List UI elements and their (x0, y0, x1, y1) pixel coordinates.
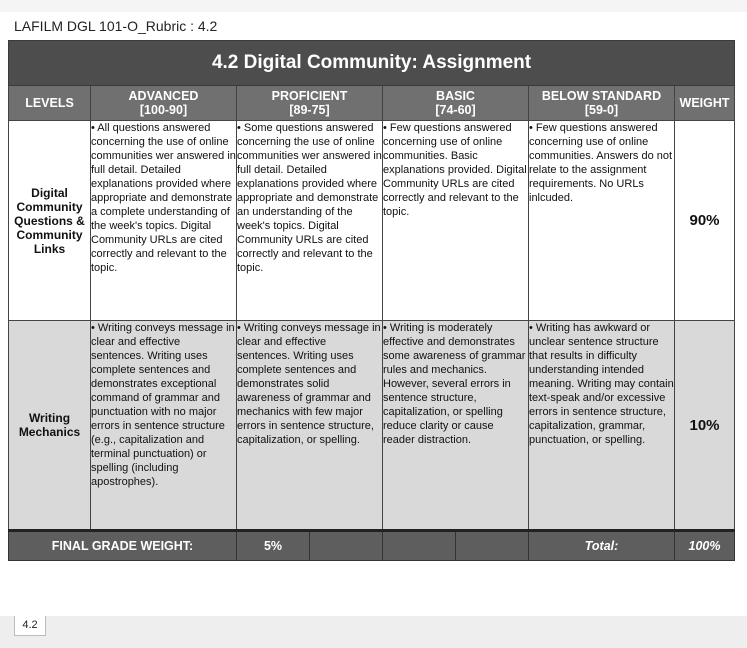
sheet-tab-bar (0, 616, 747, 648)
final-grade-label: FINAL GRADE WEIGHT: (9, 531, 237, 561)
weight-value: 10% (675, 321, 735, 531)
below-standard-description: • Few questions answered concerning use of online communities. Answers do not relate to the assignment requirements. No URLs inlcuded. (529, 121, 675, 321)
table-row (9, 321, 735, 531)
weight-value: 90% (675, 121, 735, 321)
total-value: 100% (675, 531, 735, 561)
basic-range: [74-60] (435, 103, 476, 117)
document-title: LAFILM DGL 101-O_Rubric : 4.2 (14, 18, 218, 34)
footer-empty-cell (310, 531, 383, 561)
footer-empty-cell (383, 531, 456, 561)
criterion-cell: Writing Mechanics (9, 321, 91, 531)
table-row (9, 121, 735, 321)
basic-description: • Writing is moderately effective and demonstrates some awareness of grammar rules and mechanics. However, several errors in sentence structure, capitalization, or spelling reduce clarity or cause reader distraction. (383, 321, 529, 531)
final-grade-value: 5% (237, 531, 310, 561)
total-label: Total: (529, 531, 675, 561)
criterion-cell: Digital Community Questions & Community Links (9, 121, 91, 321)
weight-label: WEIGHT (679, 96, 730, 110)
proficient-label: PROFICIENT (271, 89, 348, 103)
below-label: BELOW STANDARD (541, 89, 662, 103)
proficient-description: • Some questions answered concerning the use of online communities wer answered in full detail. Detailed explanations provided where appropriate and demonstrate an understanding of the week's topics. Digital Community URLs are cited correctly and relevant to the topic. (237, 121, 383, 321)
advanced-description: • All questions answered concerning the use of online communities wer answered in full detail. Detailed explanations provided where appropriate and demonstrate a complete understanding of the week's topics. Digital Community URLs are cited correctly and relevant to the topic. (91, 121, 237, 321)
basic-description: • Few questions answered concerning use of online communities. Basic explanations provided. Digital Community URLs are cited correctly and relevant to the topic. (383, 121, 529, 321)
rubric-heading: 4.2 Digital Community: Assignment (9, 41, 735, 86)
advanced-description: • Writing conveys message in clear and effective sentences. Writing uses complete sentences and demonstrates exceptional command of grammar and punctuation with no major errors in sentence structure (e.g., capitalization and terminal punctuation) or spelling (including apostrophes). (91, 321, 237, 531)
footer-empty-cell (456, 531, 529, 561)
top-strip (0, 0, 747, 12)
column-header-proficient (237, 86, 383, 121)
advanced-label: ADVANCED (128, 89, 199, 103)
column-header-levels (9, 86, 91, 121)
levels-label: LEVELS (25, 96, 74, 110)
column-header-advanced (91, 86, 237, 121)
column-header-below-standard (529, 86, 675, 121)
rubric-table (8, 40, 735, 561)
final-grade-row (9, 531, 735, 561)
column-header-basic (383, 86, 529, 121)
advanced-range: [100-90] (139, 103, 188, 117)
proficient-description: • Writing conveys message in clear and effective sentences. Writing uses complete sentences and demonstrates solid awareness of grammar and mechanics with few major errors in sentence structure, capitalization, or spelling. (237, 321, 383, 531)
below-standard-description: • Writing has awkward or unclear sentence structure that results in difficulty understanding intended meaning. Writing may contain text-speak and/or excessive errors in sentence structure, capitalization, grammar, punctuation, or spelling. (529, 321, 675, 531)
proficient-range: [89-75] (289, 103, 330, 117)
basic-label: BASIC (436, 89, 475, 103)
column-header-weight (675, 86, 735, 121)
below-range: [59-0] (584, 103, 619, 117)
sheet-tab[interactable]: 4.2 (14, 616, 46, 636)
